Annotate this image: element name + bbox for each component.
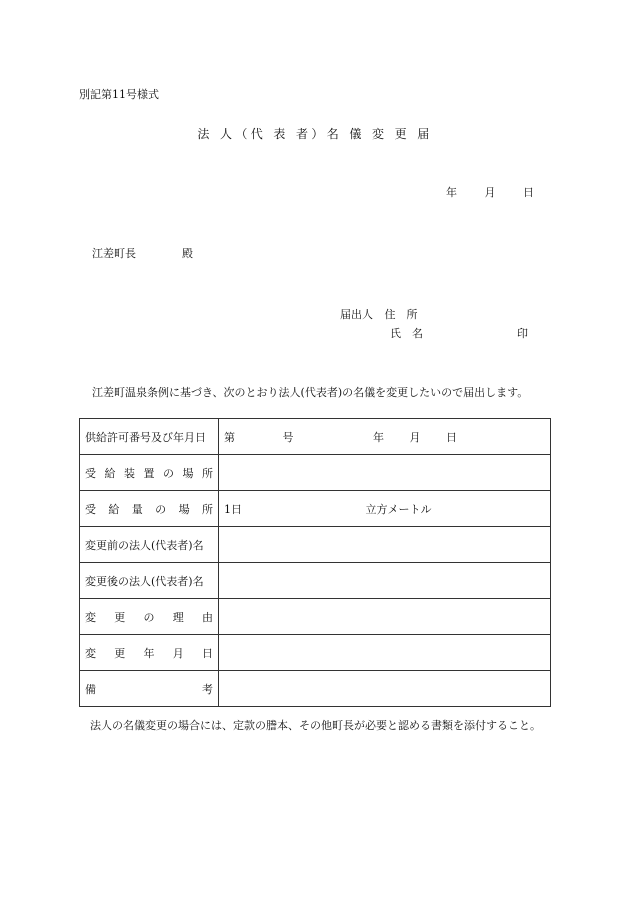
change-reason-field[interactable]	[219, 599, 551, 635]
table-row	[80, 527, 551, 563]
row-label-cell	[80, 455, 219, 491]
date-month: 月	[484, 186, 496, 199]
row-label: 変更前の法人(代表者)名	[80, 527, 219, 563]
row-label-cell	[80, 491, 219, 527]
device-location-field[interactable]	[219, 455, 551, 491]
row-label: 変 更 年 月 日	[85, 646, 213, 660]
table-row	[80, 455, 551, 491]
row-label: 受 給 装 置 の 場 所	[85, 466, 213, 480]
row-label: 供給許可番号及び年月日	[80, 419, 219, 455]
permit-no-suffix: 号	[282, 430, 294, 444]
row-label: 備 考	[85, 682, 213, 696]
new-name-field[interactable]	[219, 563, 551, 599]
addressee-name: 江差町長	[92, 247, 136, 260]
seal-mark: 印	[517, 327, 528, 340]
table-row	[80, 563, 551, 599]
permit-no-prefix: 第	[224, 430, 235, 444]
addressee-honorific: 殿	[182, 247, 193, 260]
applicant-name-label: 氏 名	[390, 327, 423, 340]
permit-month: 月	[409, 430, 421, 444]
per-day-label: 1日	[224, 502, 242, 516]
address-label: 住 所	[384, 308, 418, 321]
row-label-cell	[80, 671, 219, 707]
row-label-cell	[80, 635, 219, 671]
date-line	[446, 184, 534, 200]
row-label: 変 更 の 理 由	[85, 610, 213, 624]
previous-name-field[interactable]	[219, 527, 551, 563]
row-label-cell	[80, 599, 219, 635]
table-row	[80, 491, 551, 527]
attachment-note: 法人の名儀変更の場合には、定款の謄本、その他町長が必要と認める書類を添付すること。	[90, 719, 541, 732]
date-day: 日	[523, 186, 534, 199]
row-label: 受 給 量 の 場 所	[85, 502, 213, 516]
table-row	[80, 635, 551, 671]
table-row	[80, 671, 551, 707]
table-row	[80, 599, 551, 635]
addressee	[92, 245, 193, 261]
table-row	[80, 419, 551, 455]
date-year: 年	[446, 186, 457, 199]
remarks-field[interactable]	[219, 671, 551, 707]
row-label: 変更後の法人(代表者)名	[80, 563, 219, 599]
intro-text: 江差町温泉条例に基づき、次のとおり法人(代表者)の名儀を変更したいので届出します。	[92, 386, 529, 399]
applicant-label: 届出人	[340, 308, 373, 321]
unit-label: 立方メートル	[365, 502, 432, 516]
application-table	[79, 418, 551, 707]
applicant-address-line	[340, 306, 418, 322]
change-date-field[interactable]	[219, 635, 551, 671]
permit-number-date-field[interactable]	[219, 419, 551, 455]
supply-amount-field[interactable]	[219, 491, 551, 527]
permit-year: 年	[373, 430, 384, 444]
form-title: 法 人（代 表 者）名 儀 変 更 届	[197, 127, 433, 141]
form-number: 別記第11号様式	[79, 88, 159, 101]
permit-day: 日	[446, 430, 457, 444]
